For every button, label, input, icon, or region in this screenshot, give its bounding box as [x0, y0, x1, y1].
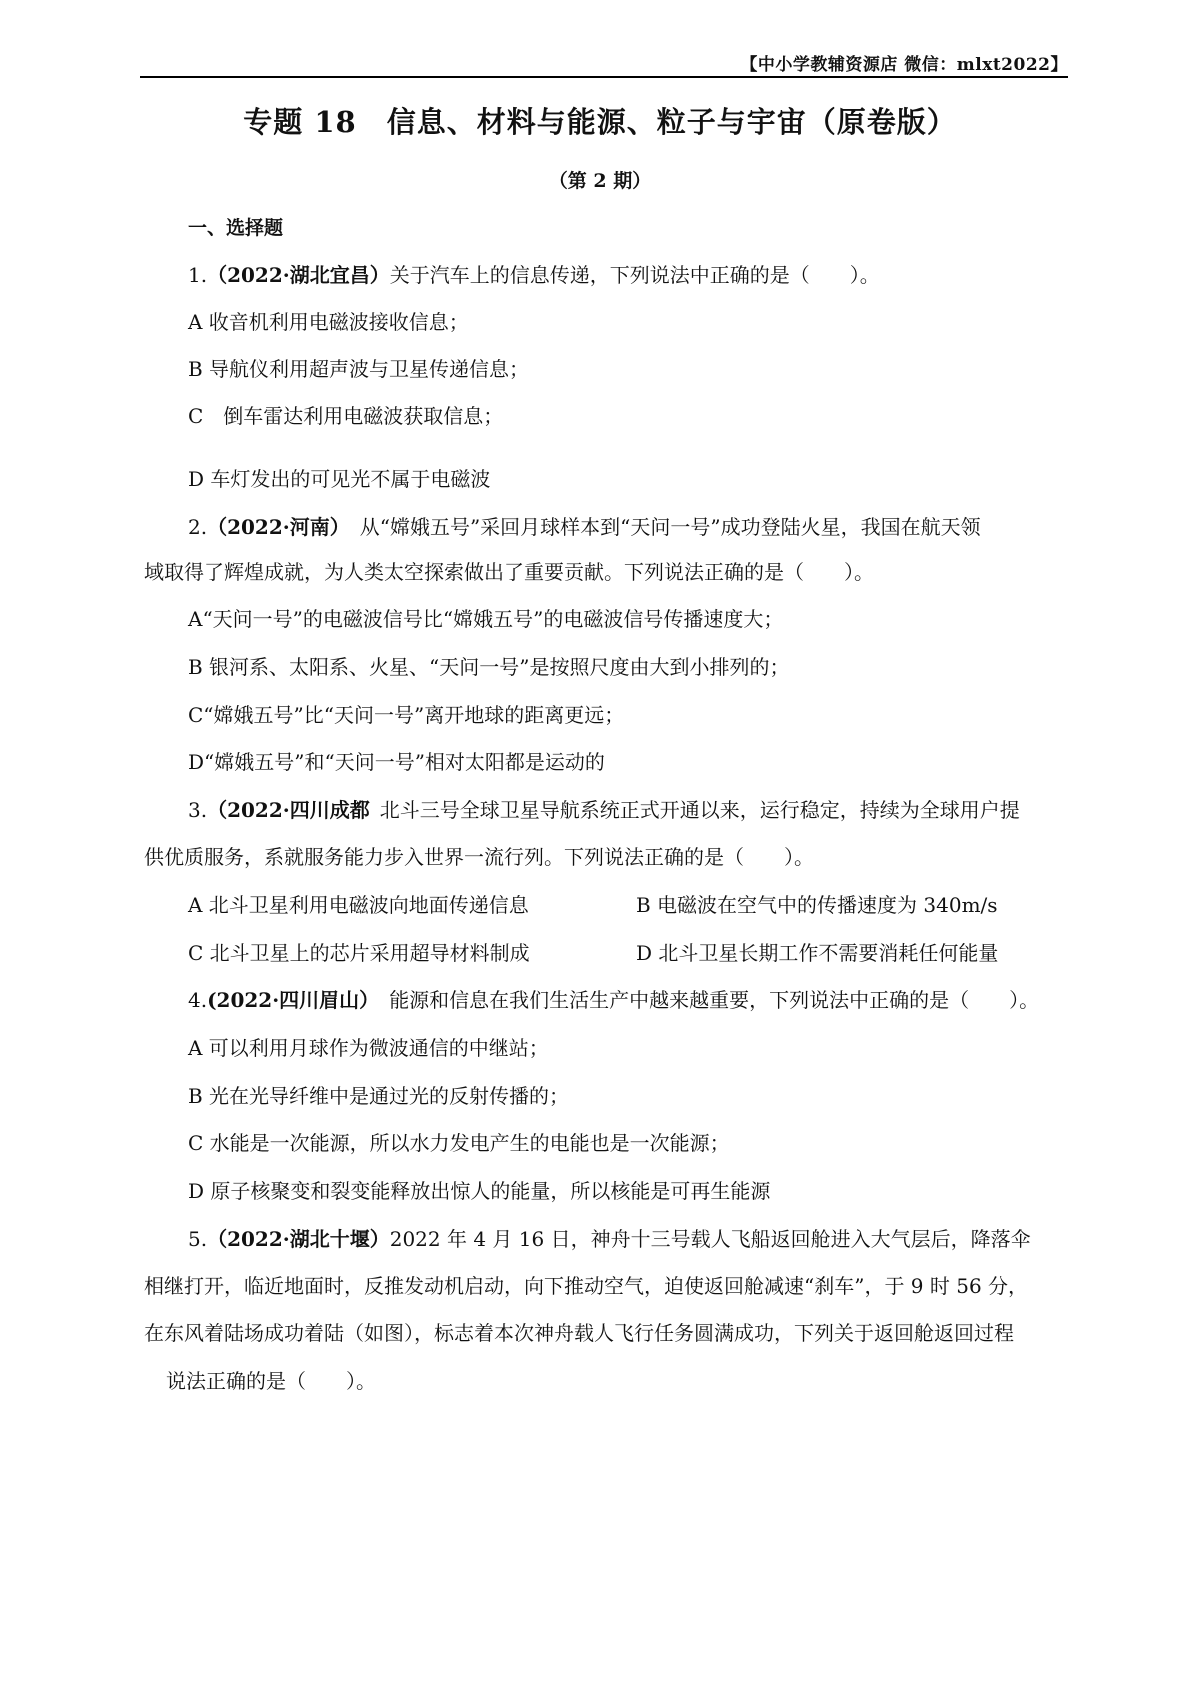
question-2-text-1: 从“嫦娥五号”采回月球样本到“天问一号”成功登陆火星，我国在航天领 — [359, 515, 981, 539]
question-2-option-b: B 银河系、太阳系、火星、“天问一号”是按照尺度由大到小排列的； — [188, 655, 790, 679]
question-2-option-d: D“嫦娥五号”和“天问一号”相对太阳都是运动的 — [188, 750, 605, 774]
question-1-option-c: C 倒车雷达利用电磁波获取信息； — [188, 404, 504, 428]
page-header: 【中小学教辅资源店 微信：mlxt2022】 — [740, 55, 1068, 75]
question-1-option-b: B 导航仪利用超声波与卫星传递信息； — [188, 357, 530, 381]
question-3-text-1: 北斗三号全球卫星导航系统正式开通以来，运行稳定，持续为全球用户提 — [379, 798, 1020, 822]
question-2-number: 2. — [188, 515, 208, 539]
question-4-option-b: B 光在光导纤维中是通过光的反射传播的； — [188, 1084, 570, 1108]
question-5-stem-line-2: 相继打开，临近地面时，反推发动机启动，向下推动空气，迫使返回舱减速“刹车”，于 9 时 56 分， — [144, 1274, 1029, 1298]
question-1-number: 1. — [188, 263, 208, 287]
question-4-option-d: D 原子核聚变和裂变能释放出惊人的能量，所以核能是可再生能源 — [188, 1179, 771, 1203]
question-4-text: 能源和信息在我们生活生产中越来越重要，下列说法中正确的是（ ）。 — [389, 988, 1040, 1012]
question-5-stem-line-3: 在东风着陆场成功着陆（如图），标志着本次神舟载人飞行任务圆满成功，下列关于返回舱返回过程 — [144, 1321, 1014, 1345]
page-subtitle: （第 2 期） — [548, 170, 652, 192]
question-3-source: （2022·四川成都 — [207, 798, 370, 822]
page-title: 专题 18 信息、材料与能源、粒子与宇宙（原卷版） — [243, 105, 957, 139]
question-5-number: 5. — [188, 1227, 208, 1251]
question-2-stem-line-1 — [188, 512, 981, 542]
question-5-text-1: 2022 年 4 月 16 日，神舟十三号载人飞船返回舱进入大气层后，降落伞 — [389, 1227, 1031, 1251]
question-4-option-c: C 水能是一次能源，所以水力发电产生的电能也是一次能源； — [188, 1131, 730, 1155]
section-heading: 一、选择题 — [188, 217, 284, 239]
question-2-source: （2022·河南） — [207, 515, 350, 539]
question-5-stem-line-4: 说法正确的是（ ）。 — [166, 1369, 376, 1393]
question-1-stem — [188, 260, 880, 290]
question-4-source: (2022·四川眉山） — [207, 988, 380, 1012]
question-3-option-c: C 北斗卫星上的芯片采用超导材料制成 — [188, 941, 530, 965]
question-3-stem-line-2: 供优质服务，系就服务能力步入世界一流行列。下列说法正确的是（ ）。 — [144, 845, 814, 869]
question-4-number: 4. — [188, 988, 208, 1012]
question-3-option-d: D 北斗卫星长期工作不需要消耗任何能量 — [636, 941, 999, 965]
question-2-option-c: C“嫦娥五号”比“天问一号”离开地球的距离更远； — [188, 703, 625, 727]
question-3-option-a: A 北斗卫星利用电磁波向地面传递信息 — [188, 893, 529, 917]
question-2-option-a: A“天问一号”的电磁波信号比“嫦娥五号”的电磁波信号传播速度大； — [188, 607, 784, 631]
header-divider — [140, 76, 1068, 78]
question-4-stem — [188, 985, 1039, 1015]
question-1-option-d: D 车灯发出的可见光不属于电磁波 — [188, 467, 491, 491]
question-2-stem-line-2: 域取得了辉煌成就，为人类太空探索做出了重要贡献。下列说法正确的是（ ）。 — [144, 560, 874, 584]
question-5-stem-line-1 — [188, 1224, 1031, 1254]
question-1-text: 关于汽车上的信息传递，下列说法中正确的是（ ）。 — [389, 263, 880, 287]
question-3-option-b: B 电磁波在空气中的传播速度为 340m/s — [636, 893, 998, 917]
question-4-option-a: A 可以利用月球作为微波通信的中继站； — [188, 1036, 549, 1060]
question-5-source: （2022·湖北十堰） — [207, 1227, 390, 1251]
question-3-number: 3. — [188, 798, 208, 822]
question-1-source: （2022·湖北宜昌） — [207, 263, 390, 287]
question-1-option-a: A 收音机利用电磁波接收信息； — [188, 310, 469, 334]
question-3-stem-line-1 — [188, 795, 1020, 825]
